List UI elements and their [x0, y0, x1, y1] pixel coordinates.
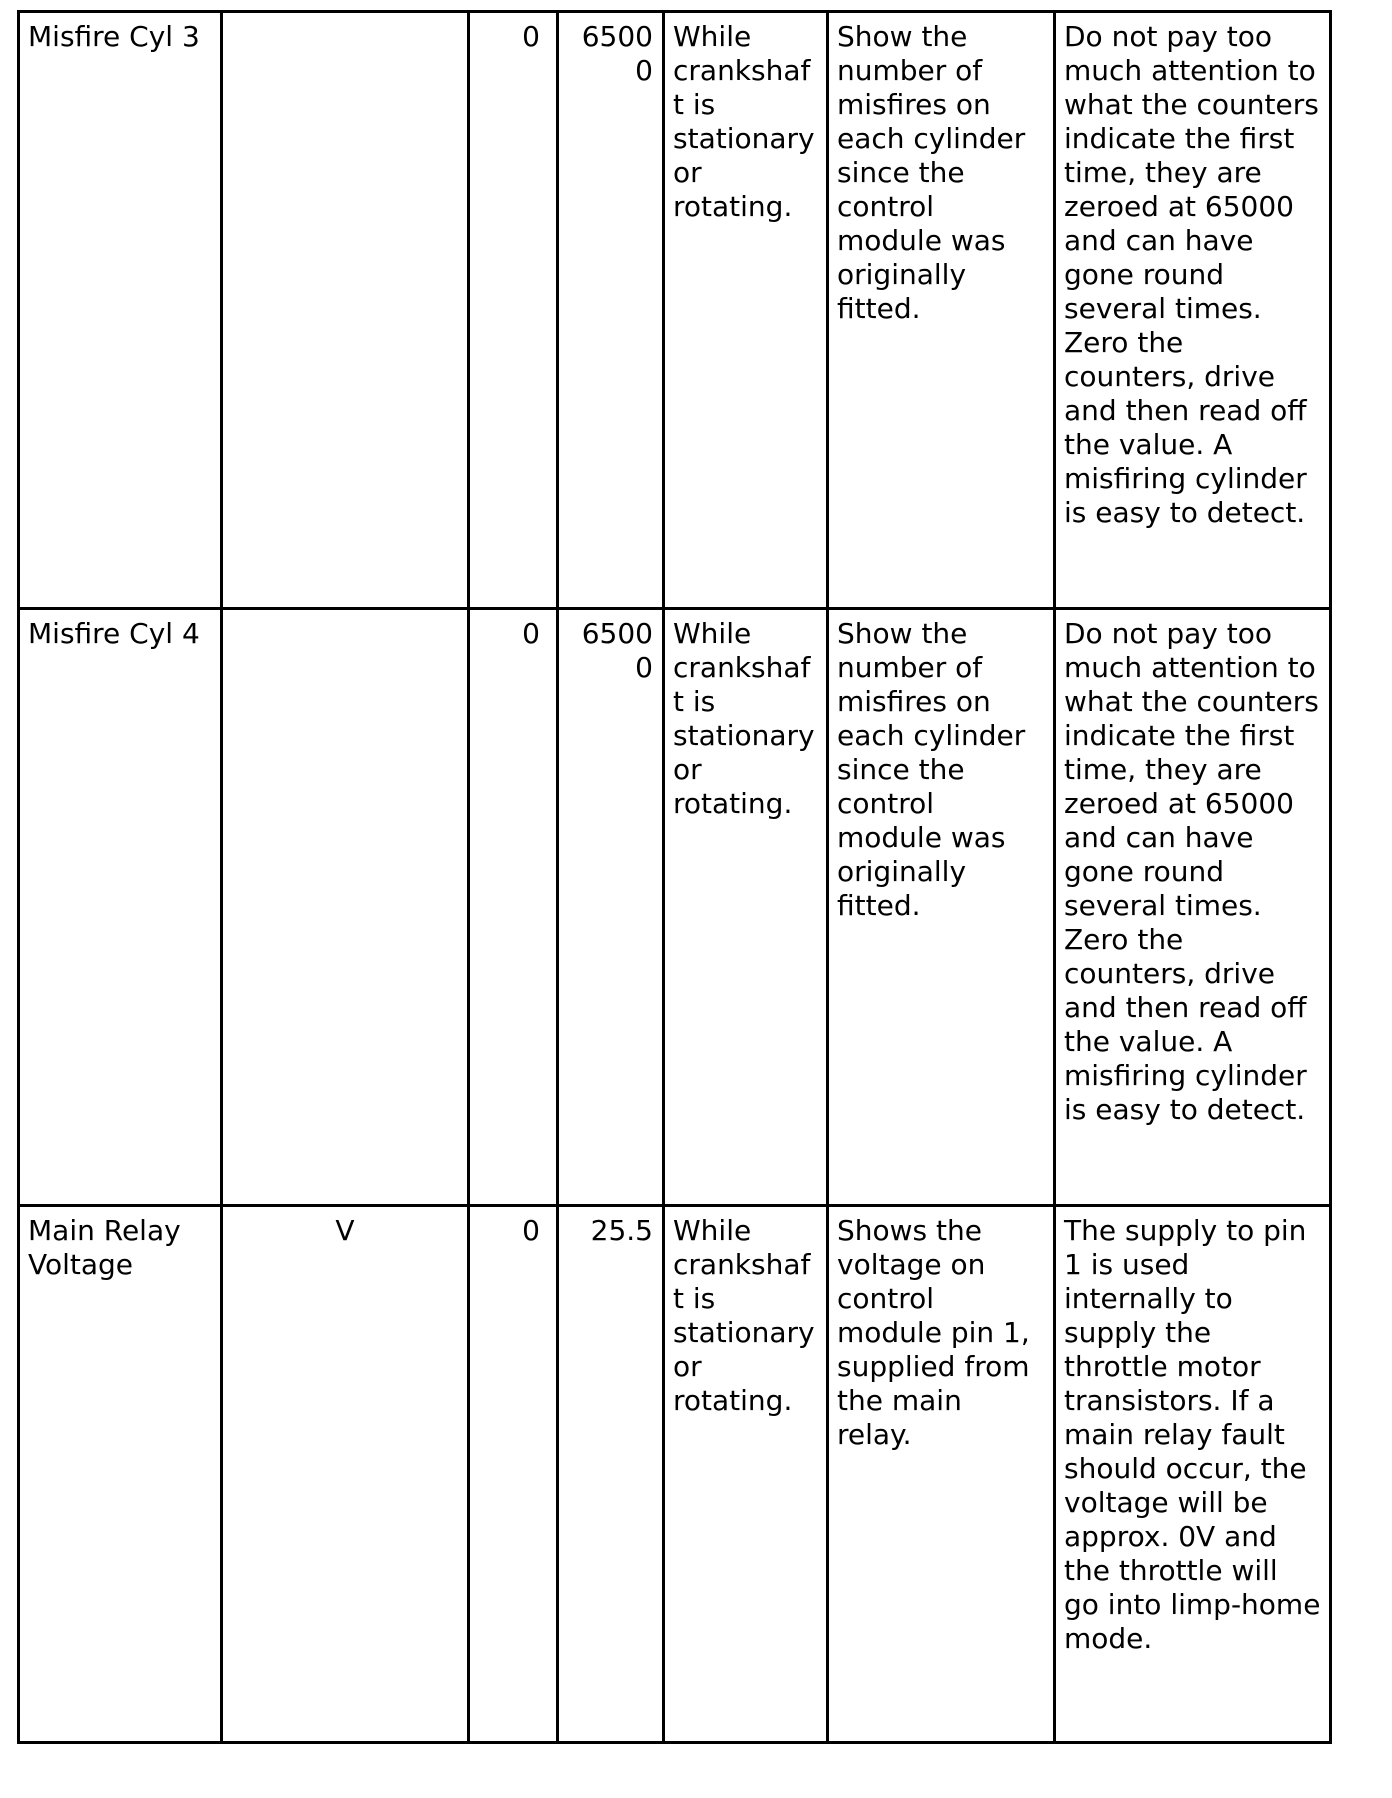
unit: [222, 609, 469, 1206]
max-value: 65000: [558, 12, 664, 609]
description: Shows the voltage on control module pin 1, supplied from the main relay.: [828, 1206, 1055, 1743]
description: Show the number of misfires on each cylinder since the control module was originally fitted.: [828, 12, 1055, 609]
parameter-name: Main Relay Voltage: [19, 1206, 222, 1743]
unit: [222, 12, 469, 609]
condition: While crankshaft is stationary or rotating.: [664, 12, 828, 609]
min-value: 0: [469, 1206, 558, 1743]
max-value: 65000: [558, 609, 664, 1206]
min-value: 0: [469, 12, 558, 609]
parameter-name: Misfire Cyl 3: [19, 12, 222, 609]
min-value: 0: [469, 609, 558, 1206]
table-row: [19, 1206, 1331, 1743]
parameter-table: [17, 10, 1332, 1744]
unit: V: [222, 1206, 469, 1743]
description: Show the number of misfires on each cylinder since the control module was originally fitted.: [828, 609, 1055, 1206]
max-value: 25.5: [558, 1206, 664, 1743]
table-row: [19, 12, 1331, 609]
notes: The supply to pin 1 is used internally to supply the throttle motor transistors. If a main relay fault should occur, the voltage will be approx. 0V and the throttle will go into limp-home mode.: [1055, 1206, 1331, 1743]
notes: Do not pay too much attention to what the counters indicate the first time, they are zeroed at 65000 and can have gone round several times. Zero the counters, drive and then read off the value. A misfiring cylinder is easy to detect.: [1055, 609, 1331, 1206]
notes: Do not pay too much attention to what the counters indicate the first time, they are zeroed at 65000 and can have gone round several times. Zero the counters, drive and then read off the value. A misfiring cylinder is easy to detect.: [1055, 12, 1331, 609]
table-row: [19, 609, 1331, 1206]
condition: While crankshaft is stationary or rotating.: [664, 609, 828, 1206]
parameter-name: Misfire Cyl 4: [19, 609, 222, 1206]
condition: While crankshaft is stationary or rotating.: [664, 1206, 828, 1743]
